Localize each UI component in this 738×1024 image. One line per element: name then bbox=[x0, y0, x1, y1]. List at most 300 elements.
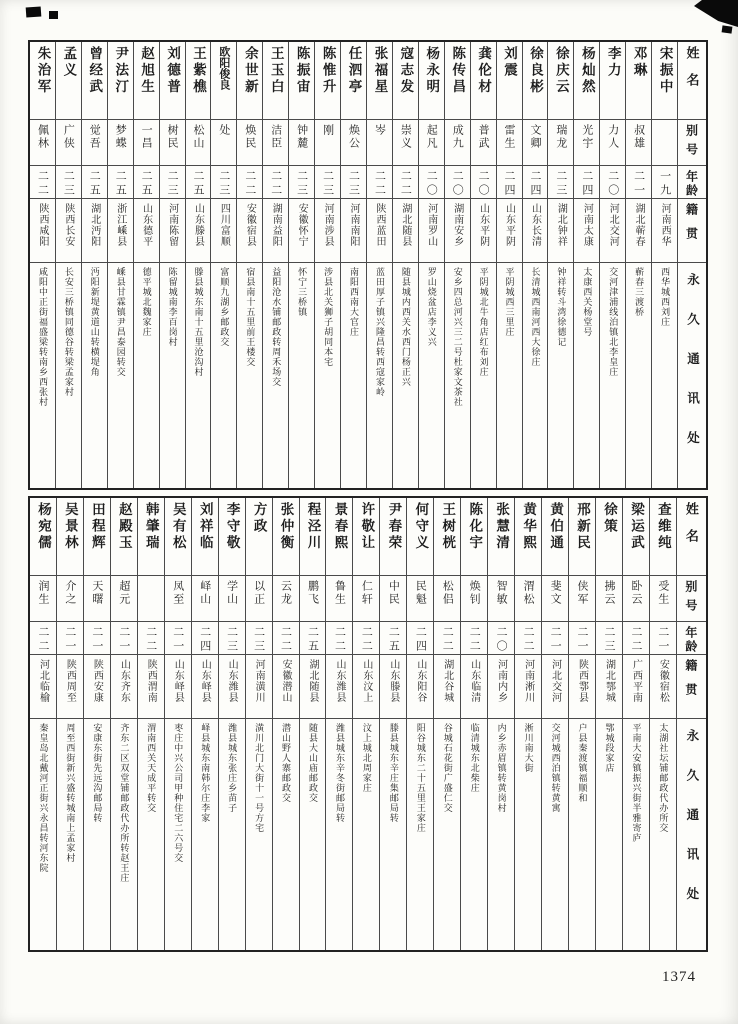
table-header-column bbox=[678, 42, 706, 488]
entry-column bbox=[461, 498, 488, 950]
header-alias-label: 别号 bbox=[678, 120, 706, 166]
entry-age: 二三 bbox=[289, 166, 314, 199]
entry-address: 滕县城东辛庄集邮局转 bbox=[388, 723, 399, 823]
entry-native-place: 安徽宿松 bbox=[650, 655, 676, 719]
entry-name: 吴有松 bbox=[165, 498, 191, 576]
entry-address: 宿县南十五里前王楼交 bbox=[245, 267, 256, 367]
entry-native-place: 陕西鄠县 bbox=[569, 655, 595, 719]
entry-native-place: 山东长清 bbox=[523, 199, 548, 263]
entry-column bbox=[353, 498, 380, 950]
entry-name: 李力 bbox=[600, 42, 625, 120]
entry-column bbox=[192, 498, 219, 950]
entry-name: 景春熙 bbox=[326, 498, 352, 576]
entry-alias: 焕公 bbox=[341, 120, 366, 166]
entry-name: 赵旭生 bbox=[134, 42, 159, 120]
entry-age: 二一 bbox=[111, 622, 137, 655]
entry-alias: 云龙 bbox=[273, 576, 299, 622]
entry-alias: 焕民 bbox=[237, 120, 262, 166]
entry-age: 二五 bbox=[108, 166, 133, 199]
entry-name: 张仲衡 bbox=[273, 498, 299, 576]
entry-address: 长清城西南河西大徐庄 bbox=[530, 267, 541, 367]
entry-native-place: 河南陈留 bbox=[160, 199, 185, 263]
entry-name: 徐良彬 bbox=[523, 42, 548, 120]
entry-column bbox=[419, 42, 445, 488]
entry-alias: 受生 bbox=[650, 576, 676, 622]
entry-column bbox=[300, 498, 327, 950]
entry-column bbox=[407, 498, 434, 950]
entry-column bbox=[626, 42, 652, 488]
entry-alias: 焕钊 bbox=[461, 576, 487, 622]
entry-age: 二二 bbox=[367, 166, 392, 199]
entry-native-place: 陕西蓝田 bbox=[367, 199, 392, 263]
entry-age: 二二 bbox=[393, 166, 418, 199]
entry-address: 内乡赤眉镇转黄岗村 bbox=[496, 723, 507, 813]
entry-column bbox=[263, 42, 289, 488]
entry-native-place: 湖北谷城 bbox=[434, 655, 460, 719]
header-age-label: 年龄 bbox=[678, 166, 706, 199]
entry-native-place: 河南淅川 bbox=[515, 655, 541, 719]
entry-age: 二二 bbox=[138, 622, 164, 655]
entry-alias: 一昌 bbox=[134, 120, 159, 166]
entry-address: 罗山烧盆店李义兴 bbox=[426, 267, 437, 347]
entry-alias: 雷生 bbox=[497, 120, 522, 166]
entry-column bbox=[341, 42, 367, 488]
header-name-label: 姓名 bbox=[678, 42, 706, 120]
entry-column bbox=[211, 42, 237, 488]
entry-column bbox=[380, 498, 407, 950]
entry-name: 张慧清 bbox=[488, 498, 514, 576]
entry-column bbox=[273, 498, 300, 950]
entry-address: 长安三桥镇同德谷转梁孟家村 bbox=[63, 267, 74, 397]
entry-age: 二三 bbox=[246, 622, 272, 655]
entry-column bbox=[574, 42, 600, 488]
entry-native-place: 河南南阳 bbox=[341, 199, 366, 263]
entry-column bbox=[434, 498, 461, 950]
entry-column bbox=[30, 42, 56, 488]
entry-age: 二一 bbox=[542, 622, 568, 655]
entry-address: 平阴城北牛角店红布刘庄 bbox=[478, 267, 489, 377]
entry-age: 二五 bbox=[82, 166, 107, 199]
entry-native-place: 广西平南 bbox=[623, 655, 649, 719]
entry-address: 安乡四总河兴三二号杜家文茶社 bbox=[452, 267, 463, 407]
entry-native-place: 山东滕县 bbox=[186, 199, 211, 263]
entry-name: 杨宛儒 bbox=[30, 498, 56, 576]
entry-native-place: 湖南益阳 bbox=[263, 199, 288, 263]
entry-native-place: 安徽潜山 bbox=[273, 655, 299, 719]
entry-name: 李守敬 bbox=[219, 498, 245, 576]
entry-address: 平南大安镇振兴街半雅寄庐 bbox=[631, 723, 642, 843]
entry-column bbox=[138, 498, 165, 950]
entry-name: 赵殿玉 bbox=[111, 498, 137, 576]
entry-column bbox=[237, 42, 263, 488]
entry-native-place: 河南罗山 bbox=[419, 199, 444, 263]
entry-age: 二二 bbox=[30, 166, 55, 199]
entry-column bbox=[652, 42, 678, 488]
entry-native-place: 河北临榆 bbox=[30, 655, 56, 719]
entry-address: 蕲春三渡桥 bbox=[634, 267, 645, 317]
entry-alias: 凤至 bbox=[165, 576, 191, 622]
entry-column bbox=[548, 42, 574, 488]
header-address-label: 永久通讯处 bbox=[685, 273, 700, 471]
entry-column bbox=[82, 42, 108, 488]
entry-alias: 叔雄 bbox=[626, 120, 651, 166]
entry-name: 邢新民 bbox=[569, 498, 595, 576]
entry-name: 梁运武 bbox=[623, 498, 649, 576]
entry-alias: 学山 bbox=[219, 576, 245, 622]
entry-address: 临清城东北柴庄 bbox=[469, 723, 480, 793]
entry-native-place: 山东阳谷 bbox=[407, 655, 433, 719]
entry-address: 钟祥转斗湾徐德记 bbox=[556, 267, 567, 347]
directory-table-top bbox=[28, 40, 708, 490]
entry-column bbox=[497, 42, 523, 488]
header-address-label: 永久通讯处 bbox=[684, 729, 699, 927]
entry-address: 谷城石花街广盛仁交 bbox=[442, 723, 453, 813]
entry-native-place: 湖南安乡 bbox=[445, 199, 470, 263]
entry-native-place: 陕西咸阳 bbox=[30, 199, 55, 263]
entry-native-place: 山东汶上 bbox=[353, 655, 379, 719]
entry-alias: 松山 bbox=[186, 120, 211, 166]
entry-name: 吴景林 bbox=[57, 498, 83, 576]
entry-age: 二二 bbox=[353, 622, 379, 655]
entry-alias: 渭松 bbox=[515, 576, 541, 622]
entry-alias: 树民 bbox=[160, 120, 185, 166]
entry-age: 二三 bbox=[596, 622, 622, 655]
entry-address: 咸阳中正街福盛梁转南乡西张村 bbox=[37, 267, 48, 407]
entry-native-place: 湖北沔阳 bbox=[82, 199, 107, 263]
entry-age: 二二 bbox=[237, 166, 262, 199]
entry-name: 尹春荣 bbox=[380, 498, 406, 576]
entry-age: 二四 bbox=[192, 622, 218, 655]
entry-native-place: 山东齐东 bbox=[111, 655, 137, 719]
entry-address: 淅川南大街 bbox=[523, 723, 534, 773]
entry-native-place: 山东潍县 bbox=[326, 655, 352, 719]
entry-column bbox=[523, 42, 549, 488]
entry-native-place: 山东德平 bbox=[134, 199, 159, 263]
entry-address: 交河城西泊镇转黄寓 bbox=[550, 723, 561, 813]
entry-name: 寇志发 bbox=[393, 42, 418, 120]
entry-age: 二〇 bbox=[419, 166, 444, 199]
entry-age: 二一 bbox=[650, 622, 676, 655]
entry-name: 陈惟升 bbox=[315, 42, 340, 120]
header-name-label: 姓名 bbox=[677, 498, 706, 576]
entry-age: 一九 bbox=[652, 166, 677, 199]
entry-address: 交河津浦线泊镇北李皇庄 bbox=[608, 267, 619, 377]
entry-name: 黄伯通 bbox=[542, 498, 568, 576]
entry-age: 二五 bbox=[380, 622, 406, 655]
entry-alias bbox=[138, 576, 164, 622]
entry-column bbox=[134, 42, 160, 488]
entry-alias: 刚 bbox=[315, 120, 340, 166]
entry-address: 秦皇岛北戴河正街兴永昌转河东院 bbox=[38, 723, 49, 873]
entry-native-place: 浙江嵊县 bbox=[108, 199, 133, 263]
entry-address: 随县城内西关水西门杨正兴 bbox=[400, 267, 411, 387]
entry-alias: 斐文 bbox=[542, 576, 568, 622]
entry-age: 二二 bbox=[273, 622, 299, 655]
entry-alias: 以正 bbox=[246, 576, 272, 622]
entry-address: 周至西街新兴盛转城南上孟家村 bbox=[65, 723, 76, 863]
entry-age: 二四 bbox=[523, 166, 548, 199]
header-native-label: 籍贯 bbox=[678, 199, 706, 263]
entry-alias: 佩林 bbox=[30, 120, 55, 166]
entry-column bbox=[246, 498, 273, 950]
entry-name: 田程辉 bbox=[84, 498, 110, 576]
entry-name: 徐庆云 bbox=[548, 42, 573, 120]
entry-address: 陈留城南李百岗村 bbox=[167, 267, 178, 347]
entry-native-place: 陕西周至 bbox=[57, 655, 83, 719]
entry-native-place: 河南太康 bbox=[574, 199, 599, 263]
entry-name: 程泾川 bbox=[300, 498, 326, 576]
entry-age: 二三 bbox=[315, 166, 340, 199]
entry-address: 平阴城西三里庄 bbox=[504, 267, 515, 337]
entry-name: 黄华熙 bbox=[515, 498, 541, 576]
entry-native-place: 河南内乡 bbox=[488, 655, 514, 719]
entry-alias: 普武 bbox=[471, 120, 496, 166]
directory-table-bottom bbox=[28, 496, 708, 952]
entry-address: 沔阳新堤黄道山转横堤角 bbox=[89, 267, 100, 377]
entry-column bbox=[30, 498, 57, 950]
entry-alias: 文卿 bbox=[523, 120, 548, 166]
entry-alias: 成九 bbox=[445, 120, 470, 166]
entry-alias: 介之 bbox=[57, 576, 83, 622]
entry-alias: 力人 bbox=[600, 120, 625, 166]
entry-column bbox=[186, 42, 212, 488]
entry-column bbox=[326, 498, 353, 950]
entry-name: 余世新 bbox=[237, 42, 262, 120]
entry-alias: 鲁生 bbox=[326, 576, 352, 622]
entry-native-place: 山东滕县 bbox=[380, 655, 406, 719]
entry-column bbox=[160, 42, 186, 488]
entry-address: 嵊县甘霖镇尹昌泰园转交 bbox=[115, 267, 126, 377]
entry-alias: 崇义 bbox=[393, 120, 418, 166]
entry-alias: 钟麓 bbox=[289, 120, 314, 166]
entry-alias: 洁臣 bbox=[263, 120, 288, 166]
entry-native-place: 四川富顺 bbox=[211, 199, 236, 263]
entry-address: 南阳西南大官庄 bbox=[349, 267, 360, 337]
entry-name: 刘震 bbox=[497, 42, 522, 120]
entry-column bbox=[165, 498, 192, 950]
entry-native-place: 山东平阴 bbox=[471, 199, 496, 263]
entry-name: 徐策 bbox=[596, 498, 622, 576]
entry-name: 王玉白 bbox=[263, 42, 288, 120]
entry-address: 枣庄中兴公司甲种住宅二六号交 bbox=[173, 723, 184, 863]
entry-name: 杨永明 bbox=[419, 42, 444, 120]
entry-column bbox=[289, 42, 315, 488]
entry-column bbox=[600, 42, 626, 488]
entry-column bbox=[315, 42, 341, 488]
entry-column bbox=[488, 498, 515, 950]
entry-column bbox=[108, 42, 134, 488]
entry-column bbox=[515, 498, 542, 950]
entry-age: 二二 bbox=[263, 166, 288, 199]
entry-age: 二一 bbox=[57, 622, 83, 655]
entry-alias: 中民 bbox=[380, 576, 406, 622]
entry-age: 二二 bbox=[30, 622, 56, 655]
entry-name: 孟义 bbox=[56, 42, 81, 120]
entry-age: 二三 bbox=[211, 166, 236, 199]
entry-address: 怀宁三桥镇 bbox=[297, 267, 308, 317]
entry-address: 安康东街先远沟邮局转 bbox=[92, 723, 103, 823]
entry-native-place: 山东峄县 bbox=[192, 655, 218, 719]
entry-address: 随县大山庙邮政交 bbox=[308, 723, 318, 803]
entry-alias: 岑 bbox=[367, 120, 392, 166]
entry-age: 二一 bbox=[569, 622, 595, 655]
entry-address: 潍县城东辛冬街邮局转 bbox=[334, 723, 345, 823]
entry-native-place: 湖北蕲春 bbox=[626, 199, 651, 263]
entry-native-place: 陕西安康 bbox=[84, 655, 110, 719]
entry-column bbox=[84, 498, 111, 950]
scan-artifact bbox=[49, 11, 58, 19]
entry-native-place: 山东平阴 bbox=[497, 199, 522, 263]
entry-column bbox=[623, 498, 650, 950]
entry-native-place: 陕西渭南 bbox=[138, 655, 164, 719]
entry-name: 张福星 bbox=[367, 42, 392, 120]
entry-alias: 超元 bbox=[111, 576, 137, 622]
scan-artifact bbox=[722, 25, 733, 33]
entry-age: 二〇 bbox=[600, 166, 625, 199]
entry-native-place: 湖北随县 bbox=[300, 655, 326, 719]
entry-age: 二三 bbox=[160, 166, 185, 199]
entry-address: 太湖社坛铺邮政代办所交 bbox=[658, 723, 669, 833]
entry-native-place: 湖北钟祥 bbox=[548, 199, 573, 263]
entry-age: 二二 bbox=[515, 622, 541, 655]
entry-age: 二二 bbox=[434, 622, 460, 655]
entry-name: 尹法汀 bbox=[108, 42, 133, 120]
entry-name: 韩肇瑞 bbox=[138, 498, 164, 576]
entry-age: 二〇 bbox=[445, 166, 470, 199]
entry-name: 朱治军 bbox=[30, 42, 55, 120]
entry-alias: 峄山 bbox=[192, 576, 218, 622]
entry-column bbox=[650, 498, 677, 950]
entry-native-place: 山东潍县 bbox=[219, 655, 245, 719]
entry-age: 二四 bbox=[574, 166, 599, 199]
entry-address: 齐东二区双堂铺邮政代办所转赵王庄 bbox=[119, 723, 130, 883]
entry-native-place: 安徽怀宁 bbox=[289, 199, 314, 263]
entry-age: 二一 bbox=[84, 622, 110, 655]
entry-address: 阳谷城东二十五里王家庄 bbox=[415, 723, 426, 833]
entry-age: 二一 bbox=[165, 622, 191, 655]
entry-alias: 处 bbox=[211, 120, 236, 166]
entry-native-place: 湖北随县 bbox=[393, 199, 418, 263]
header-native-label: 籍贯 bbox=[677, 655, 706, 719]
entry-name: 何守义 bbox=[407, 498, 433, 576]
entry-alias: 觉吾 bbox=[82, 120, 107, 166]
entry-native-place: 山东峄县 bbox=[165, 655, 191, 719]
entry-native-place: 河南西华 bbox=[652, 199, 677, 263]
entry-age: 二三 bbox=[219, 622, 245, 655]
entry-column bbox=[542, 498, 569, 950]
entry-alias bbox=[652, 120, 677, 166]
entry-name: 王紫樵 bbox=[186, 42, 211, 120]
entry-age: 二五 bbox=[300, 622, 326, 655]
header-alias-label: 别号 bbox=[677, 576, 706, 622]
entry-name: 陈振宙 bbox=[289, 42, 314, 120]
entry-alias: 广侠 bbox=[56, 120, 81, 166]
entry-age: 二〇 bbox=[471, 166, 496, 199]
entry-name: 陈传昌 bbox=[445, 42, 470, 120]
entry-native-place: 湖北鄂城 bbox=[596, 655, 622, 719]
entry-address: 涉县北关狮子胡同本宅 bbox=[323, 267, 334, 367]
entry-name: 王树桄 bbox=[434, 498, 460, 576]
entry-name: 方政 bbox=[246, 498, 272, 576]
entry-column bbox=[111, 498, 138, 950]
entry-column bbox=[471, 42, 497, 488]
entry-name: 邓琳 bbox=[626, 42, 651, 120]
entry-address: 滕县城东南十五里沧沟村 bbox=[193, 267, 204, 377]
entry-address: 太康西关杨堂号 bbox=[582, 267, 593, 337]
header-age-label: 年龄 bbox=[677, 622, 706, 655]
entry-name: 查维纯 bbox=[650, 498, 676, 576]
entry-address: 峄县城东南韩尔庄李家 bbox=[200, 723, 211, 823]
entry-address: 富顺九湖乡邮政交 bbox=[219, 267, 230, 347]
entry-address: 户县秦渡镇福顺和 bbox=[577, 723, 588, 803]
entry-name: 刘祥临 bbox=[192, 498, 218, 576]
entry-alias: 光宇 bbox=[574, 120, 599, 166]
entry-alias: 天曙 bbox=[84, 576, 110, 622]
entry-name: 许敬让 bbox=[353, 498, 379, 576]
entry-alias: 拂云 bbox=[596, 576, 622, 622]
entry-alias: 润生 bbox=[30, 576, 56, 622]
entry-address: 渭南西关天成平转交 bbox=[146, 723, 157, 813]
entry-name: 龚伦材 bbox=[471, 42, 496, 120]
entry-address: 鄂城段家店 bbox=[604, 723, 615, 773]
entry-alias: 智敏 bbox=[488, 576, 514, 622]
entry-age: 二三 bbox=[56, 166, 81, 199]
entry-column bbox=[57, 498, 84, 950]
entry-age: 二一 bbox=[626, 166, 651, 199]
entry-alias: 起凡 bbox=[419, 120, 444, 166]
entry-name: 宋振中 bbox=[652, 42, 677, 120]
entry-column bbox=[393, 42, 419, 488]
entry-name: 曾经武 bbox=[82, 42, 107, 120]
entry-name: 刘德普 bbox=[160, 42, 185, 120]
entry-address: 蓝田厚子镇兴隆昌转西寇家岭 bbox=[374, 267, 385, 397]
entry-alias: 侠军 bbox=[569, 576, 595, 622]
entry-alias: 民魁 bbox=[407, 576, 433, 622]
entry-column bbox=[219, 498, 246, 950]
entry-address: 德平城北魏家庄 bbox=[141, 267, 152, 337]
table-header-column bbox=[677, 498, 706, 950]
entry-age: 二二 bbox=[326, 622, 352, 655]
entry-native-place: 陕西长安 bbox=[56, 199, 81, 263]
entry-age: 二四 bbox=[497, 166, 522, 199]
entry-alias: 卧云 bbox=[623, 576, 649, 622]
entry-age: 二五 bbox=[186, 166, 211, 199]
entry-native-place: 山东临清 bbox=[461, 655, 487, 719]
entry-column bbox=[569, 498, 596, 950]
entry-native-place: 河北交河 bbox=[600, 199, 625, 263]
entry-column bbox=[56, 42, 82, 488]
entry-alias: 仁轩 bbox=[353, 576, 379, 622]
entry-address: 益阳沧水铺邮政转周禾场交 bbox=[271, 267, 282, 387]
entry-name: 陈化宇 bbox=[461, 498, 487, 576]
entry-age: 二四 bbox=[407, 622, 433, 655]
entry-name: 杨灿然 bbox=[574, 42, 599, 120]
entry-age: 二三 bbox=[548, 166, 573, 199]
entry-age: 二三 bbox=[341, 166, 366, 199]
entry-address: 潍县城东张庄乡苗子 bbox=[227, 723, 238, 813]
entry-native-place: 河南涉县 bbox=[315, 199, 340, 263]
entry-alias: 梦蝶 bbox=[108, 120, 133, 166]
entry-column bbox=[367, 42, 393, 488]
entry-column bbox=[596, 498, 623, 950]
entry-name: 任泗亭 bbox=[341, 42, 366, 120]
scan-artifact bbox=[26, 6, 42, 17]
page-number: 1374 bbox=[662, 969, 696, 985]
scan-artifact bbox=[694, 0, 738, 27]
entry-address: 潢川北门大街十一号方宅 bbox=[254, 723, 265, 833]
entry-age: 二〇 bbox=[488, 622, 514, 655]
entry-address: 汶上城北周家庄 bbox=[361, 723, 372, 793]
